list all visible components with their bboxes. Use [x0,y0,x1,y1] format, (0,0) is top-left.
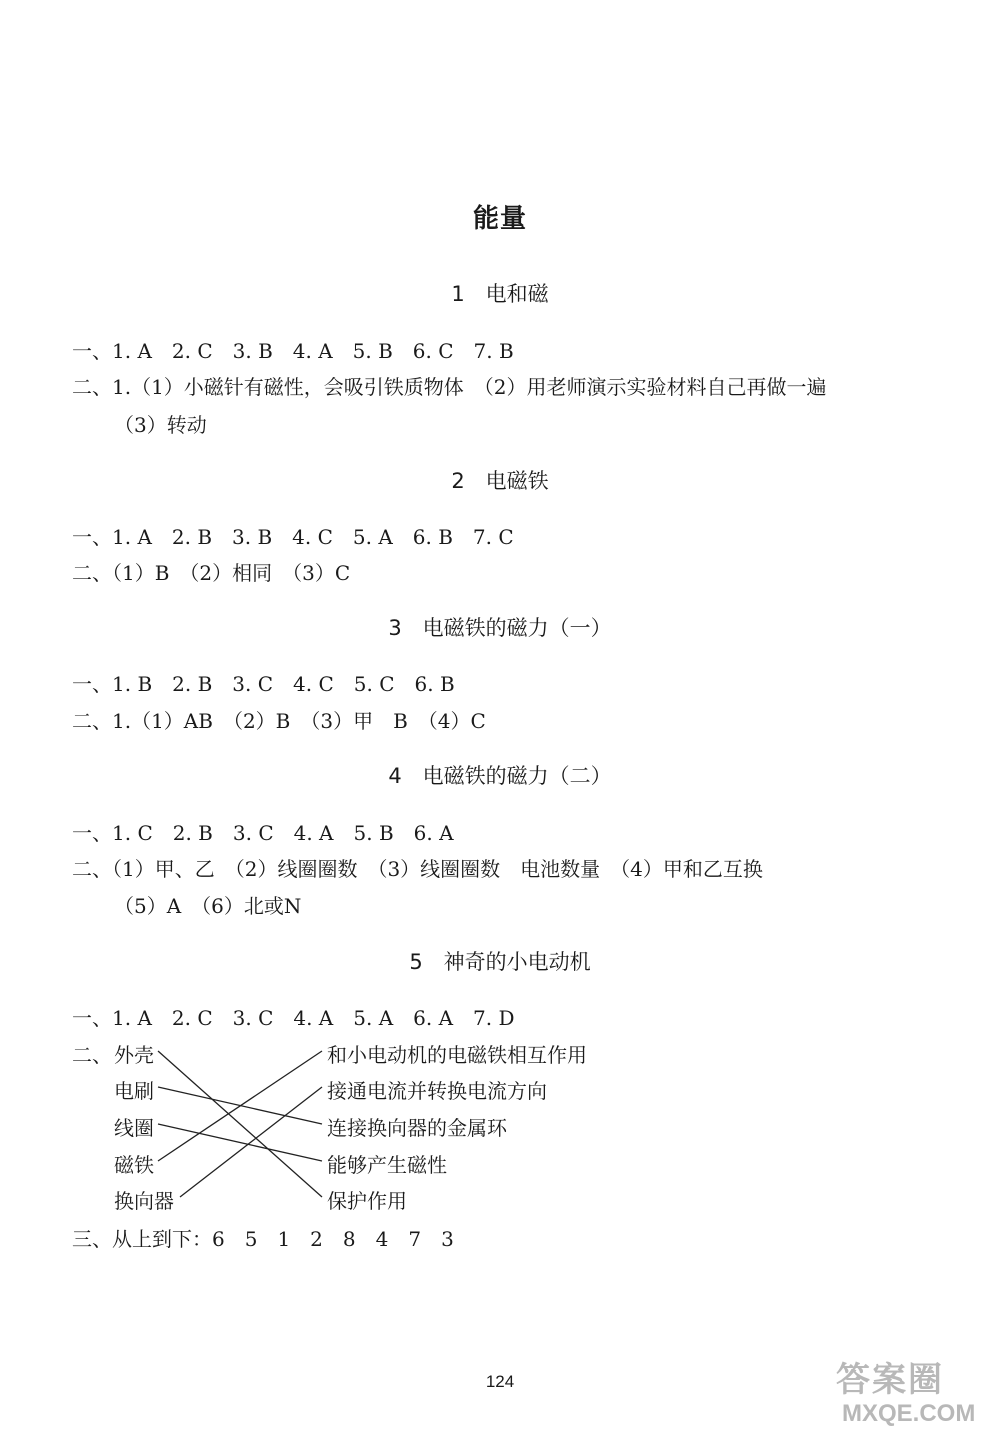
answer-line: 二、（1）B （2）相同 （3）C [72,561,351,585]
matching-left-item: 电刷 [114,1079,154,1103]
answer-line: 一、1. A 2. C 3. C 4. A 5. A 6. A 7. D [72,1006,515,1030]
matching-left-item: 线圈 [114,1116,154,1140]
section-heading: 1 电和磁 [451,282,549,306]
section-heading: 4 电磁铁的磁力（二） [388,764,612,788]
section-heading: 3 电磁铁的磁力（一） [388,616,612,640]
section-heading: 5 神奇的小电动机 [409,950,591,974]
answer-line: （5）A （6）北或N [114,894,302,918]
answer-line: 二、1.（1）小磁针有磁性，会吸引铁质物体 （2）用老师演示实验材料自己再做一遍 [72,375,827,399]
matching-left-item: 外壳 [114,1043,154,1067]
matching-left-item: 磁铁 [114,1153,154,1177]
matching-right-item: 能够产生磁性 [327,1153,447,1177]
page-title: 能量 [472,204,527,234]
answer-line: 一、1. A 2. B 3. B 4. C 5. A 6. B 7. C [72,525,514,549]
matching-left-item: 换向器 [114,1189,174,1213]
watermark-logo: 答案圈 [836,1361,944,1399]
matching-right-item: 连接换向器的金属环 [327,1116,507,1140]
matching-right-item: 接通电流并转换电流方向 [327,1079,547,1103]
matching-connector-line [158,1124,322,1161]
answer-line: 二、1.（1）AB （2）B （3）甲 B （4）C [72,709,486,733]
answer-line: （3）转动 [114,413,207,437]
answer-line: 一、1. C 2. B 3. C 4. A 5. B 6. A [72,821,454,845]
answer-line: 一、1. A 2. C 3. B 4. A 5. B 6. C 7. B [72,339,514,363]
matching-prefix: 二、 [72,1043,112,1067]
answer-line: 二、（1）甲、乙 （2）线圈圈数 （3）线圈圈数 电池数量 （4）甲和乙互换 [72,857,763,881]
section-heading: 2 电磁铁 [451,469,549,493]
matching-right-item: 保护作用 [327,1189,407,1213]
matching-connector-line [158,1051,322,1197]
answer-line: 一、1. B 2. B 3. C 4. C 5. C 6. B [72,672,455,696]
matching-connector-line [180,1087,322,1197]
answer-line: 三、从上到下：6 5 1 2 8 4 7 3 [72,1227,454,1251]
matching-right-item: 和小电动机的电磁铁相互作用 [327,1043,587,1067]
page-number: 124 [485,1372,515,1391]
watermark-url: MXQE.COM [842,1400,976,1427]
